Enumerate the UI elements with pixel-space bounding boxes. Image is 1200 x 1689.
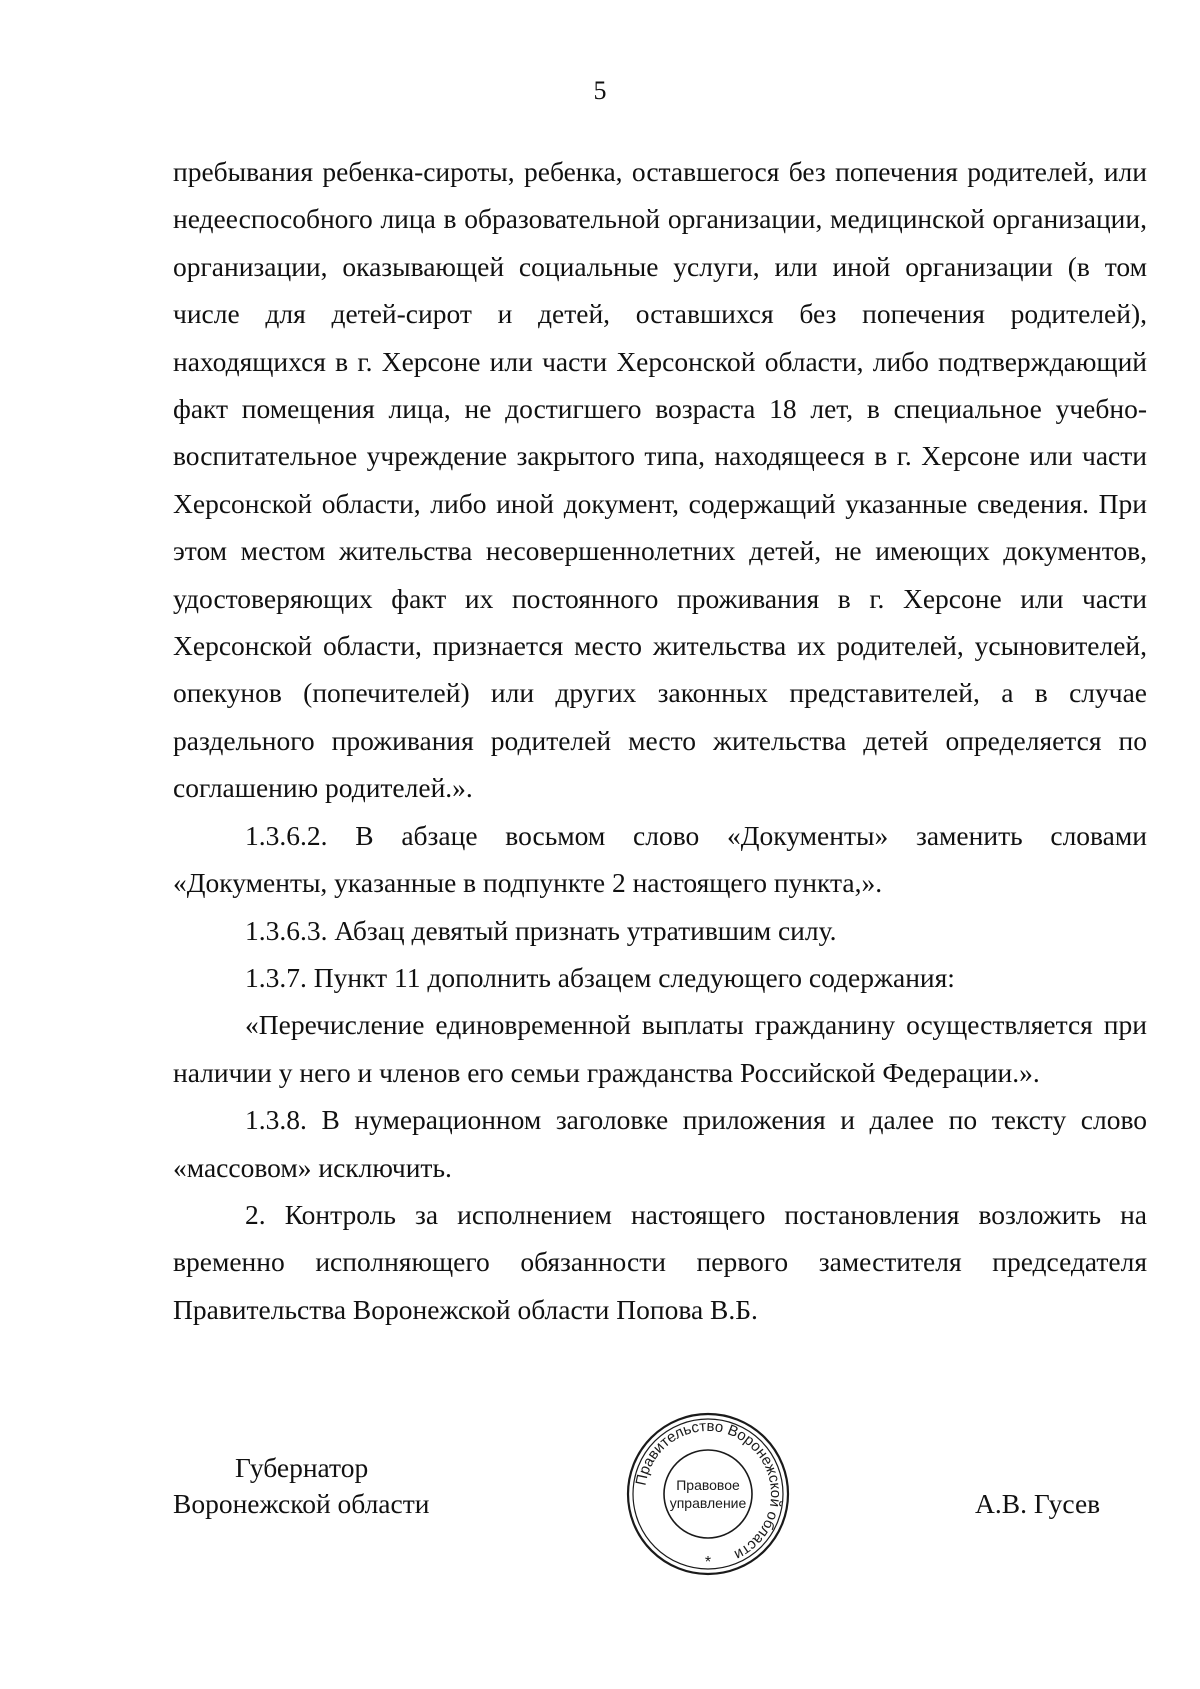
document-body — [173, 148, 1147, 1333]
signatory-title-line2: Воронежской области — [173, 1488, 430, 1519]
stamp-star: * — [704, 1554, 712, 1571]
paragraph-1-3-6-2: 1.3.6.2. В абзаце восьмом слово «Документы» заменить словами «Документы, указанные в подпункте 2 настоящего пункта,». — [173, 819, 1147, 899]
paragraph-2: 2. Контроль за исполнением настоящего постановления возложить на временно исполняющего обязанности первого заместителя председателя Правительства Воронежской области Попова В.Б. — [173, 1198, 1147, 1325]
paragraph-continuation: пребывания ребенка-сироты, ребенка, оставшегося без попечения родителей, или недееспособного лица в образовательной организации, медицинской организации, организации, оказывающей социальные услуги, или иной организации (в том числе для детей-сирот и детей, оставшихся без попечения родителей), находящихся в г. Херсоне или части Херсонской области, либо подтверждающий факт помещения лица, не достигшего возраста 18 лет, в специальное учебно-воспитательное учреждение закрытого типа, находящееся в г. Херсоне или части Херсонской области, либо иной документ, содержащий указанные сведения. При этом местом жительства несовершеннолетних детей, не имеющих документов, удостоверяющих факт их постоянного проживания в г. Херсоне или части Херсонской области, признается место жительства их родителей, усыновителей, опекунов (попечителей) или других законных представителей, а в случае раздельного проживания родителей место жительства детей определяется по соглашению родителей.». — [173, 156, 1147, 804]
signatory-name: А.В. Гусев — [975, 1488, 1101, 1519]
paragraph-1-3-8: 1.3.8. В нумерационном заголовке приложения и далее по тексту слово «массовом» исключить. — [173, 1104, 1147, 1183]
stamp-center-line1: Правовое — [676, 1477, 740, 1493]
stamp-center-line2: управление — [669, 1495, 747, 1511]
page-number: 5 — [593, 76, 607, 105]
signatory-title-line1: Губернатор — [235, 1452, 369, 1483]
paragraph-1-3-6-3: 1.3.6.3. Абзац девятый признать утратившим силу. — [245, 914, 837, 946]
stamp-ring-text: Правительство Воронежской области — [632, 1417, 785, 1564]
official-stamp — [624, 1410, 792, 1578]
paragraph-quote: «Перечисление единовременной выплаты гражданину осуществляется при наличии у него и членов его семьи гражданства Российской Федерации.». — [173, 1009, 1147, 1088]
signatory-title — [173, 1450, 429, 1522]
paragraph-1-3-7: 1.3.7. Пункт 11 дополнить абзацем следующего содержания: — [245, 961, 955, 993]
